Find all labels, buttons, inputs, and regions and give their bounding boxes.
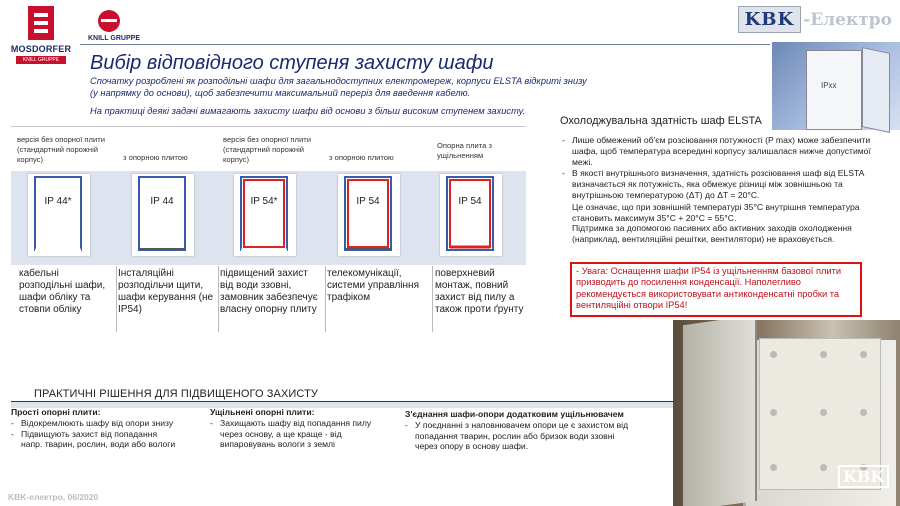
footer-text: KBK-електро, 06/2020	[8, 492, 99, 502]
kbk-logo-box: KBK	[738, 6, 802, 33]
desc-col-4: телекомунікації, системи управління трафіком	[327, 268, 419, 303]
cabinet-card-1	[28, 174, 90, 256]
cabinet-card-3	[234, 174, 296, 256]
col-divider	[325, 266, 326, 332]
ip-label-1: IP 44*	[44, 196, 72, 207]
practical-col-3-item-1: - У поєднанні з наповнювачем опори це є захистом від	[405, 420, 670, 431]
cabinet-card-5	[440, 174, 502, 256]
intro-line-1: Спочатку розроблені як розподільні шафи для загальнодоступних електромереж, корпуси ELSTA відкриті знизу	[90, 76, 587, 86]
practical-col-2-cont-2: випаровувань вологи з землі	[220, 439, 335, 450]
kbk-watermark: KBK	[838, 465, 889, 488]
col-divider	[116, 266, 117, 332]
col-divider	[218, 266, 219, 332]
practical-col-2-item-1: - Захищають шафу від попадання пилу	[210, 418, 400, 429]
practical-col-2-heading: Ущільнені опорні плити:	[210, 407, 315, 417]
practical-col-2	[210, 407, 400, 450]
desc-col-2: Інсталяційні розподільчи щити, шафи керування (не IP54)	[118, 268, 214, 315]
cooling-list	[562, 135, 884, 245]
warning-box	[570, 262, 862, 317]
practical-title: ПРАКТИЧНІ РІШЕННЯ ДЛЯ ПІДВИЩЕНОГО ЗАХИСТУ	[34, 388, 318, 400]
cabinet-card-4	[338, 174, 400, 256]
col-header-5: Опорна плита з ущільненням	[437, 141, 492, 160]
col-header-1: версія без опорної плити (стандартний порожній корпус)	[17, 135, 105, 164]
practical-col-2-cont-1: через основу, а ще краще - від	[220, 428, 342, 439]
title-divider	[80, 44, 770, 45]
warning-text: Увага: Оснащення шафи IP54 із ущільненням базової плити призводить до посилення конденсації. Наполегливо рекомендується використовувати антиконденсатні пробки та вентиляційні отвори IP54!	[576, 266, 842, 311]
practical-col-1-item-1: - Відокремлюють шафу від опори знизу	[11, 418, 206, 429]
cabinet-photo-top	[772, 42, 900, 130]
cooling-title: Охолоджувальна здатність шаф ELSTA	[560, 115, 762, 127]
cooling-item-2: - В якості внутрішнього визначення, здатність розсіювання шаф від ELSTA визначається як потужність, яка обмежує різниці між зовнішньою та внутрішньою температурою (ΔT) до ΔT = 20°C.	[562, 168, 884, 200]
practical-col-3-heading: З'єднання шафи-опори додатковим ущільнювачем	[405, 409, 624, 419]
ip-label-4: IP 54	[356, 196, 380, 207]
elsta-logo	[10, 6, 70, 70]
practical-col-1-heading: Прості опорні плити:	[11, 407, 101, 417]
intro-line-2: (у напрямку до основи), щоб забезпечити максимальний переріз для введення кабелю.	[90, 88, 471, 98]
practical-col-1-item-2-cont: напр. тварин, рослин, води або вологи	[21, 439, 176, 450]
cooling-item-1: - Лише обмежений об'єм розсіювання потужності (P max) може забезпечити шафа, щоб температура всередині корпусу залишалася нижче допустимої межі.	[562, 135, 884, 167]
practical-col-3	[405, 409, 670, 452]
ip-label-2: IP 44	[150, 196, 174, 207]
desc-col-3: підвищений захист від води ззовні, замовник забезпечує власну опорну плиту	[220, 268, 318, 315]
cooling-item-2-cont-1: Це означає, що при зовнішній температурі 35°C внутрішня температура становить максимум 35°C + 20°C = 55°C.	[572, 201, 860, 223]
col-header-4: з опорною плитою	[329, 153, 394, 162]
intro-text	[90, 75, 610, 99]
practical-col-3-cont-2: через опору в основу шафи.	[415, 441, 529, 452]
kbk-logo	[738, 6, 892, 33]
cabinet-body	[806, 50, 862, 130]
cabinet-door	[862, 47, 890, 133]
desc-col-1: кабельні розподільні шафи, шафи обліку та стовпи обліку	[19, 268, 106, 315]
cabinet-card-2	[132, 174, 194, 256]
kbk-logo-suffix: -Електро	[803, 9, 892, 30]
knill-gruppe-logo	[88, 10, 140, 44]
desc-col-5: поверхневий монтаж, повний захист від пилу а також проти ґрунту	[435, 268, 524, 315]
ip-label-3: IP 54*	[250, 196, 278, 207]
page-title: Вибір відповідного ступеня захисту шафи	[90, 52, 494, 74]
knill-ball-icon	[98, 10, 120, 32]
knill-gruppe-bar: KNILL GRUPPE	[16, 56, 66, 64]
intro-line-3: На практиці деякі задачі вимагають захисту шафи від основи з більш високим ступенем захисту.	[90, 106, 526, 116]
col-header-2: з опорною плитою	[123, 153, 188, 162]
knill-logo-text: KNILL GRUPPE	[88, 35, 140, 42]
col-divider	[432, 266, 433, 332]
table-header	[11, 126, 526, 171]
mosdorfer-logo-text: MOSDORFER	[10, 44, 72, 54]
photo-cabinet-door	[683, 320, 757, 506]
practical-col-3-cont-1: попадання тварин, рослин або бризок води ззовні	[415, 430, 615, 441]
practical-col-1-item-2: - Підвищують захист від попадання	[11, 429, 206, 440]
practical-col-1	[11, 407, 206, 450]
ip-label-5: IP 54	[458, 196, 482, 207]
elsta-e-icon	[28, 6, 54, 40]
col-header-3: версія без опорної плити (стандартний порожній корпус)	[223, 135, 311, 164]
cooling-item-2-cont-2: Підтримка за допомогою пасивних або активних заходів охолодження (наприклад, вентиляційні решітки, вентилятори) не враховується.	[572, 223, 852, 245]
warning-dash: -	[576, 266, 582, 276]
